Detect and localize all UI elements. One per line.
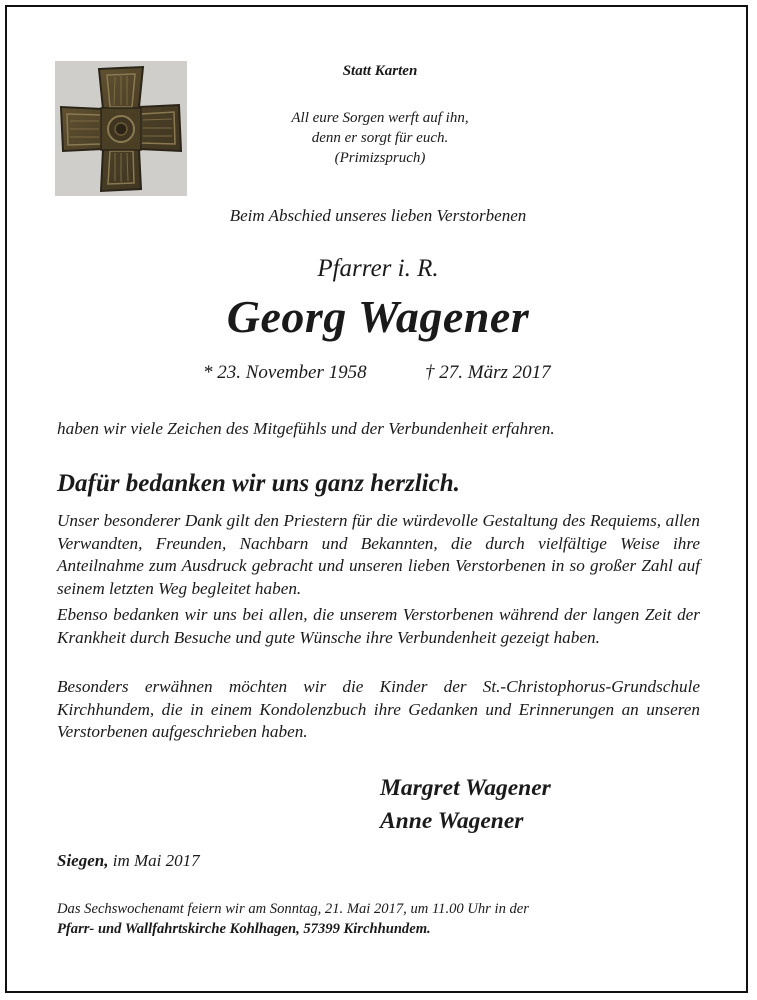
quote-line: denn er sorgt für euch. [311,130,449,146]
date: im Mai 2017 [112,851,200,870]
place: Siegen, [57,851,109,870]
deceased-title: Pfarrer i. R. [317,255,439,282]
thanks-paragraph: Ebenso bedanken wir uns bei allen, die unserem Verstorbenen während der langen Zeit der Krankheit durch Besuche und gute Wünsche ihre Verbundenheit gezeigt haben. [57,605,700,647]
footer-notice [57,899,717,939]
thanks-heading: Dafür bedanken wir uns ganz herzlich. [57,470,460,497]
footer-line: Das Sechswochenamt feiern wir am Sonntag, 21. Mai 2017, um 11.00 Uhr in der [57,901,529,917]
birth-date: * 23. November 1958 [203,362,367,383]
thanks-paragraph: Besonders erwähnen möchten wir die Kinder der St.-Christophorus-Grundschule Kirchhundem, die in einem Kondolenzbuch ihre Gedanken und Erinnerungen an unseren Verstorbenen aufgeschrieben haben. [57,677,700,741]
primiz-quote [230,108,530,168]
intro-line: Beim Abschied unseres lieben Verstorbenen [229,206,527,225]
cross-image [55,61,187,196]
quote-line: All eure Sorgen werft auf ihn, [291,110,469,126]
quote-line: (Primizspruch) [334,150,426,166]
place-date [57,851,200,871]
received-line: haben wir viele Zeichen des Mitgefühls und der Verbundenheit erfahren. [57,419,555,438]
statt-karten-label: Statt Karten [342,63,418,79]
signatures [380,772,551,838]
deceased-name: Georg Wagener [226,291,530,342]
signature-name: Margret Wagener [380,775,551,801]
bronze-cross-icon [55,61,187,196]
thanks-paragraph: Unser besonderer Dank gilt den Priestern für die würdevolle Gestaltung des Requiems, allen Verwandten, Freunden, Nachbarn und Bekannten, die durch vielfältige Weise ihre Anteilnahme zum Ausdruck gebracht und unseren lieben Verstorbenen in so großer Zahl auf seinem letzten Weg begleitet haben. [57,511,700,598]
death-date: † 27. März 2017 [425,362,551,383]
footer-church: Pfarr- und Wallfahrtskirche Kohlhagen, 57399 Kirchhundem. [57,921,431,937]
signature-name: Anne Wagener [380,808,524,834]
